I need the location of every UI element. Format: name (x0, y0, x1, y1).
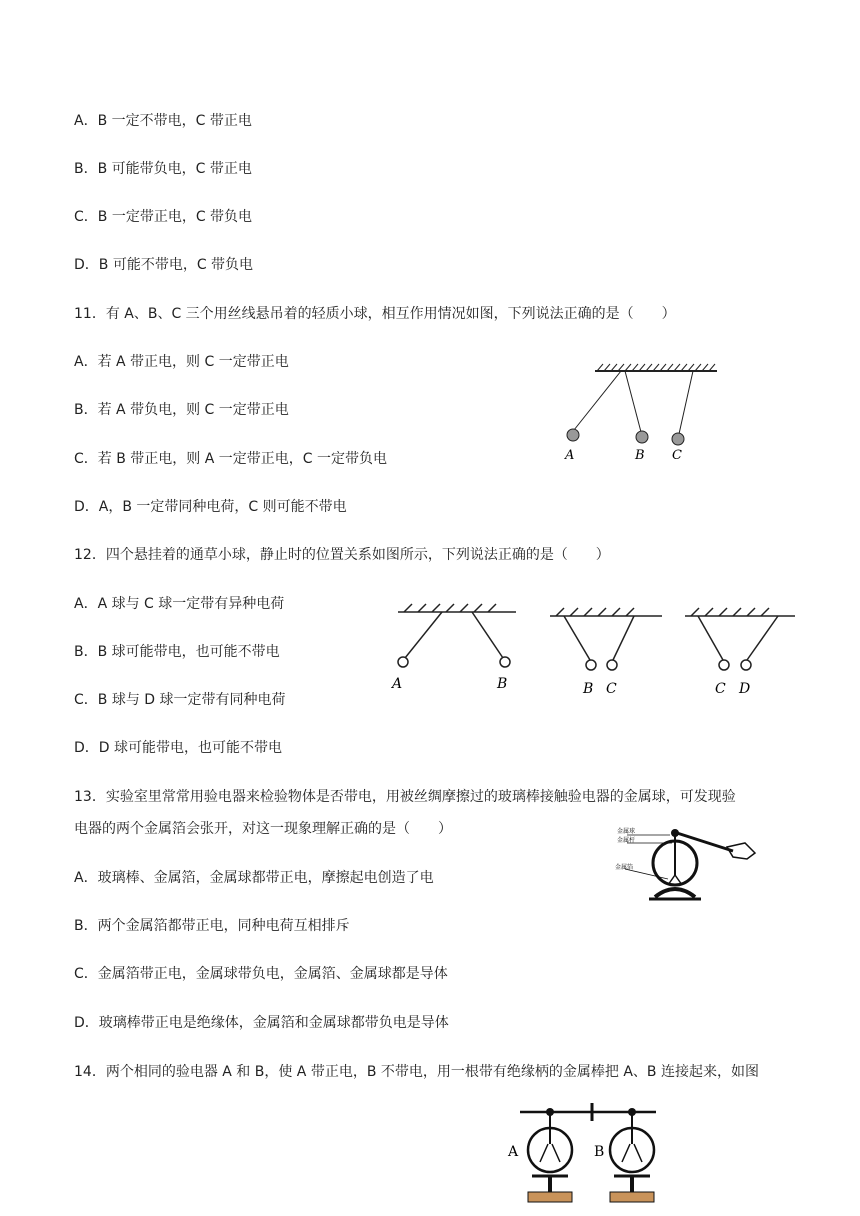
q13-label-foil: 金属箔 (615, 864, 634, 871)
q11-option-d: D．A，B 一定带同种电荷，C 则可能不带电 (74, 499, 347, 515)
q12-pendulum-figure (380, 598, 800, 702)
q13-option-a: A．玻璃棒、金属箔，金属球都带正电，摩擦起电创造了电 (74, 870, 434, 886)
q13-option-b: B．两个金属箔都带正电，同种电荷互相排斥 (74, 918, 350, 934)
q12-label-c2: C (715, 681, 726, 697)
q12-label-c: C (606, 681, 617, 697)
q12-stem: 12．四个悬挂着的通草小球，静止时的位置关系如图所示，下列说法正确的是（ ） (74, 547, 610, 563)
q11-option-b: B．若 A 带负电，则 C 一定带正电 (74, 402, 289, 418)
q10-option-a: A．B 一定不带电，C 带正电 (74, 113, 252, 129)
q12-label-d: D (739, 681, 751, 697)
q14-stem: 14．两个相同的验电器 A 和 B，使 A 带正电，B 不带电，用一根带有绝缘柄的金属棒把 A、B 连接起来，如图 (74, 1064, 759, 1080)
q13-stem-line1: 13．实验室里常常用验电器来检验物体是否带电，用被丝绸摩擦过的玻璃棒接触验电器的金属球，可发现验 (74, 789, 736, 805)
q12-option-d: D．D 球可能带电，也可能不带电 (74, 740, 283, 756)
q14-label-b: B (594, 1144, 605, 1160)
q12-option-b: B．B 球可能带电，也可能不带电 (74, 644, 280, 660)
q12-label-b: B (497, 676, 508, 692)
q14-electroscopes-figure (500, 1100, 660, 1212)
q10-option-b: B．B 可能带负电，C 带正电 (74, 161, 252, 177)
q13-option-d: D．玻璃棒带正电是绝缘体，金属箔和金属球都带负电是导体 (74, 1015, 449, 1031)
q11-pendulum-figure (555, 360, 730, 468)
q14-label-a: A (508, 1144, 519, 1160)
q13-label-ball: 金属球 (617, 828, 636, 835)
q11-option-a: A．若 A 带正电，则 C 一定带正电 (74, 354, 289, 370)
q13-label-rod: 金属杆 (617, 837, 636, 844)
q11-option-c: C．若 B 带正电，则 A 一定带正电，C 一定带负电 (74, 451, 387, 467)
q13-option-c: C．金属箔带正电，金属球带负电，金属箔、金属球都是导体 (74, 966, 448, 982)
q11-label-c: C (672, 448, 682, 463)
q10-option-c: C．B 一定带正电，C 带负电 (74, 209, 253, 225)
q11-label-a: A (565, 448, 575, 463)
q10-option-d: D．B 可能不带电，C 带负电 (74, 257, 254, 273)
q12-option-a: A．A 球与 C 球一定带有异种电荷 (74, 596, 285, 612)
q11-label-b: B (635, 448, 645, 463)
q13-electroscope-figure (615, 823, 760, 907)
q11-stem: 11．有 A、B、C 三个用丝线悬吊着的轻质小球，相互作用情况如图，下列说法正确的是（ ） (74, 306, 676, 322)
q13-stem-line2: 电器的两个金属箔会张开，对这一现象理解正确的是（ ） (74, 821, 452, 837)
q12-label-a: A (392, 676, 403, 692)
q12-option-c: C．B 球与 D 球一定带有同种电荷 (74, 692, 286, 708)
q12-label-b2: B (583, 681, 594, 697)
